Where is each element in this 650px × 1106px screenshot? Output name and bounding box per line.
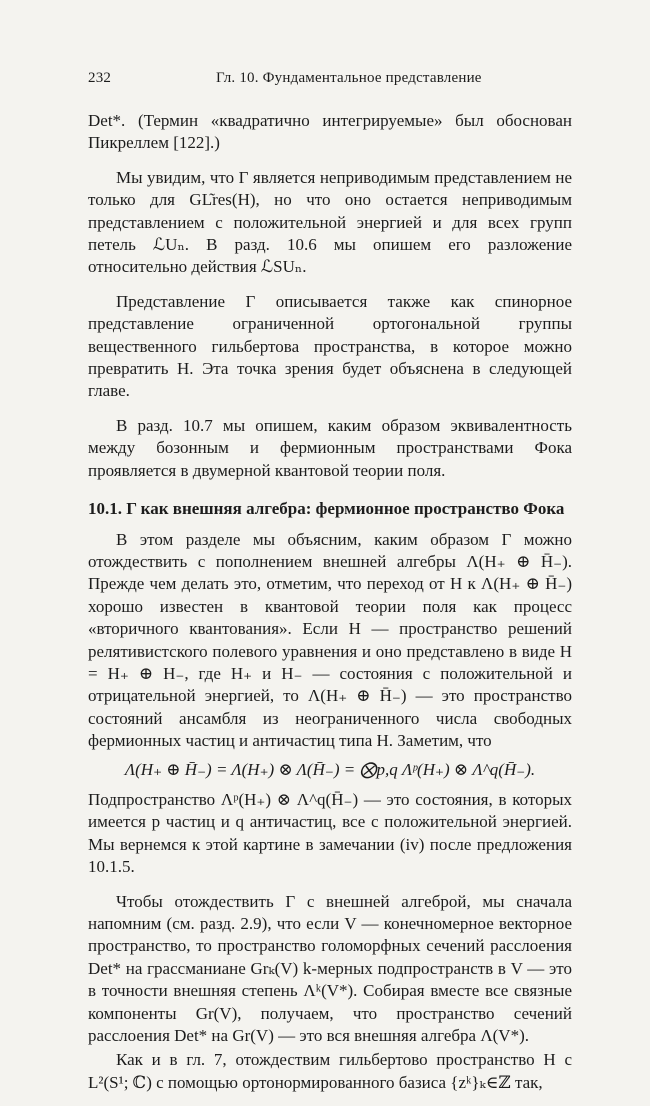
body-text (88, 110, 572, 1106)
display-formula: Λ(H₊ ⊕ H̄₋) = Λ(H₊) ⊗ Λ(H̄₋) = ⨂p,q Λᵖ(H₊) ⊗ Λ^q(H̄₋). (124, 759, 536, 779)
paragraph-2: Мы увидим, что Γ является неприводимым представлением не только для GL͂res(H), но что оно остается неприводимым представлением с положительной энергией и для всех групп петель ℒUₙ. В разд. 10.6 мы опишем его разложение относительно действия ℒSUₙ. (88, 167, 572, 277)
paragraph-6: Подпространство Λᵖ(H₊) ⊗ Λ^q(H̄₋) — это состояния, в которых имеется p частиц и q античастиц, все с положительной энергией. Мы вернемся к этой картине в замечании (iv) после предложения 10.1.5. (88, 789, 572, 877)
page-number: 232 (88, 70, 112, 86)
paragraph-5: В этом разделе мы объясним, каким образом Γ можно отождествить с пополнением внешней алгебры Λ(H₊ ⊕ H̄₋). Прежде чем делать это, отметим, что переход от H к Λ(H₊ ⊕ H̄₋) хорошо известен в квантовой теории поля как процесс «вторичного квантования». Если H — пространство решений релятивистского полевого уравнения и оно представлено в виде H = H₊ ⊕ H₋, где H₊ и H₋ — состояния с положительной и отрицательной энергией, то Λ(H₊ ⊕ H̄₋) — это пространство состояний ансамбля из неограниченного числа свободных фермионных частиц и античастиц типа H. Заметим, что (88, 529, 572, 751)
paragraph-7: Чтобы отождествить Γ с внешней алгеброй, мы сначала напомним (см. разд. 2.9), что если V — конечномерное векторное пространство, то пространство голоморфных сечений расслоения Det* на грассманиане Grₖ(V) k-мерных подпространств в V — это в точности внешняя степень Λᵏ(V*). Собирая вместе все связные компоненты Gr(V), получаем, что пространство сечений расслоения Det* на Gr(V) — это вся внешняя алгебра Λ(V*). (88, 891, 572, 1046)
paragraph-8: Как и в гл. 7, отождествим гильбертово пространство H с L²(S¹; ℂ) с помощью ортонормированного базиса {zᵏ}ₖ∈ℤ так, (88, 1050, 572, 1092)
paragraph-3: Представление Γ описывается также как спинорное представление ограниченной ортогональной группы вещественного гильбертова пространства, в которое можно превратить H. Эта точка зрения будет объяснена в следующей главе. (88, 291, 572, 401)
running-title: Гл. 10. Фундаментальное представление (216, 70, 482, 86)
paragraph-4: В разд. 10.7 мы опишем, каким образом эквивалентность между бозонным и фермионным пространствами Фока проявляется в двумерной квантовой теории поля. (88, 415, 572, 480)
section-title: 10.1. Γ как внешняя алгебра: фермионное пространство Фока (88, 499, 565, 519)
paragraph-1: Det*. (Термин «квадратично интегрируемые» был обоснован Пикреллем [122].) (88, 111, 572, 153)
